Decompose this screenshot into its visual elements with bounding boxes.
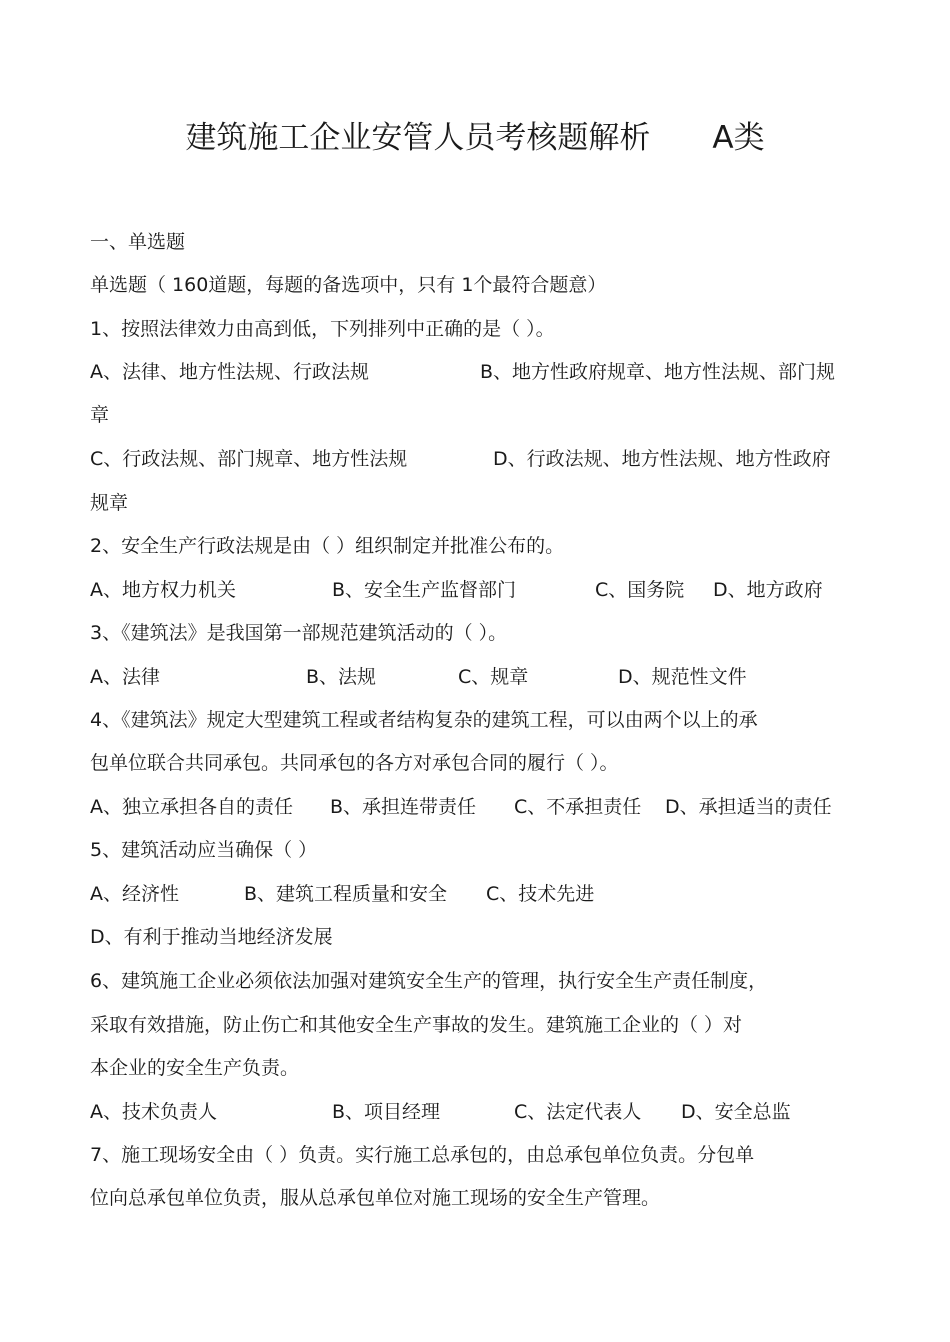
question-stem: 采取有效措施，防止伤亡和其他安全生产事故的发生。建筑施工企业的（ ）对	[90, 1014, 743, 1036]
question-stem: 3、《建筑法》是我国第一部规范建筑活动的（ ）。	[90, 622, 508, 644]
option-c: C、不承担责任	[514, 796, 642, 818]
option-a: A、独立承担各自的责任	[90, 796, 293, 818]
question-stem: 5、建筑活动应当确保（ ）	[90, 839, 318, 861]
option-c: C、国务院	[595, 579, 685, 601]
option-a: A、法律、地方性法规、行政法规	[90, 361, 369, 383]
question-stem: 2、安全生产行政法规是由（ ）组织制定并批准公布的。	[90, 535, 565, 557]
question-stem: 位向总承包单位负责，服从总承包单位对施工现场的安全生产管理。	[90, 1187, 661, 1209]
option-b: B、承担连带责任	[330, 796, 477, 818]
option-c: C、法定代表人	[514, 1101, 642, 1123]
title-suffix: A类	[712, 120, 765, 156]
question-stem: 包单位联合共同承包。共同承包的各方对承包合同的履行（ ）。	[90, 752, 619, 774]
option-continuation: 章	[90, 404, 110, 426]
section-intro: 单选题（ 160道题，每题的备选项中，只有 1个最符合题意）	[90, 274, 607, 296]
option-d: D、行政法规、地方性法规、地方性政府	[493, 448, 831, 470]
option-b: B、法规	[306, 666, 377, 688]
option-b: B、安全生产监督部门	[332, 579, 517, 601]
option-c: C、技术先进	[486, 883, 595, 905]
option-d: D、承担适当的责任	[665, 796, 832, 818]
option-a: A、经济性	[90, 883, 179, 905]
option-b: B、建筑工程质量和安全	[244, 883, 448, 905]
option-a: A、法律	[90, 666, 160, 688]
option-d: D、规范性文件	[618, 666, 747, 688]
option-c: C、行政法规、部门规章、地方性法规	[90, 448, 408, 470]
option-b: B、项目经理	[332, 1101, 441, 1123]
option-a: A、地方权力机关	[90, 579, 236, 601]
option-d: D、地方政府	[713, 579, 823, 601]
section-heading: 一、单选题	[90, 231, 186, 253]
question-stem: 4、《建筑法》规定大型建筑工程或者结构复杂的建筑工程，可以由两个以上的承	[90, 709, 758, 731]
option-c: C、规章	[458, 666, 529, 688]
option-d: D、有利于推动当地经济发展	[90, 926, 333, 948]
question-stem: 7、施工现场安全由（ ）负责。实行施工总承包的，由总承包单位负责。分包单	[90, 1144, 755, 1166]
option-d: D、安全总监	[681, 1101, 791, 1123]
question-stem: 本企业的安全生产负责。	[90, 1057, 300, 1079]
question-stem: 1、按照法律效力由高到低，下列排列中正确的是（ ）。	[90, 318, 555, 340]
option-b: B、地方性政府规章、地方性法规、部门规	[480, 361, 836, 383]
option-continuation: 规章	[90, 492, 129, 514]
page-title	[0, 116, 950, 160]
question-stem: 6、建筑施工企业必须依法加强对建筑安全生产的管理，执行安全生产责任制度，	[90, 970, 768, 992]
title-main: 建筑施工企业安管人员考核题解析	[185, 120, 651, 156]
option-a: A、技术负责人	[90, 1101, 217, 1123]
